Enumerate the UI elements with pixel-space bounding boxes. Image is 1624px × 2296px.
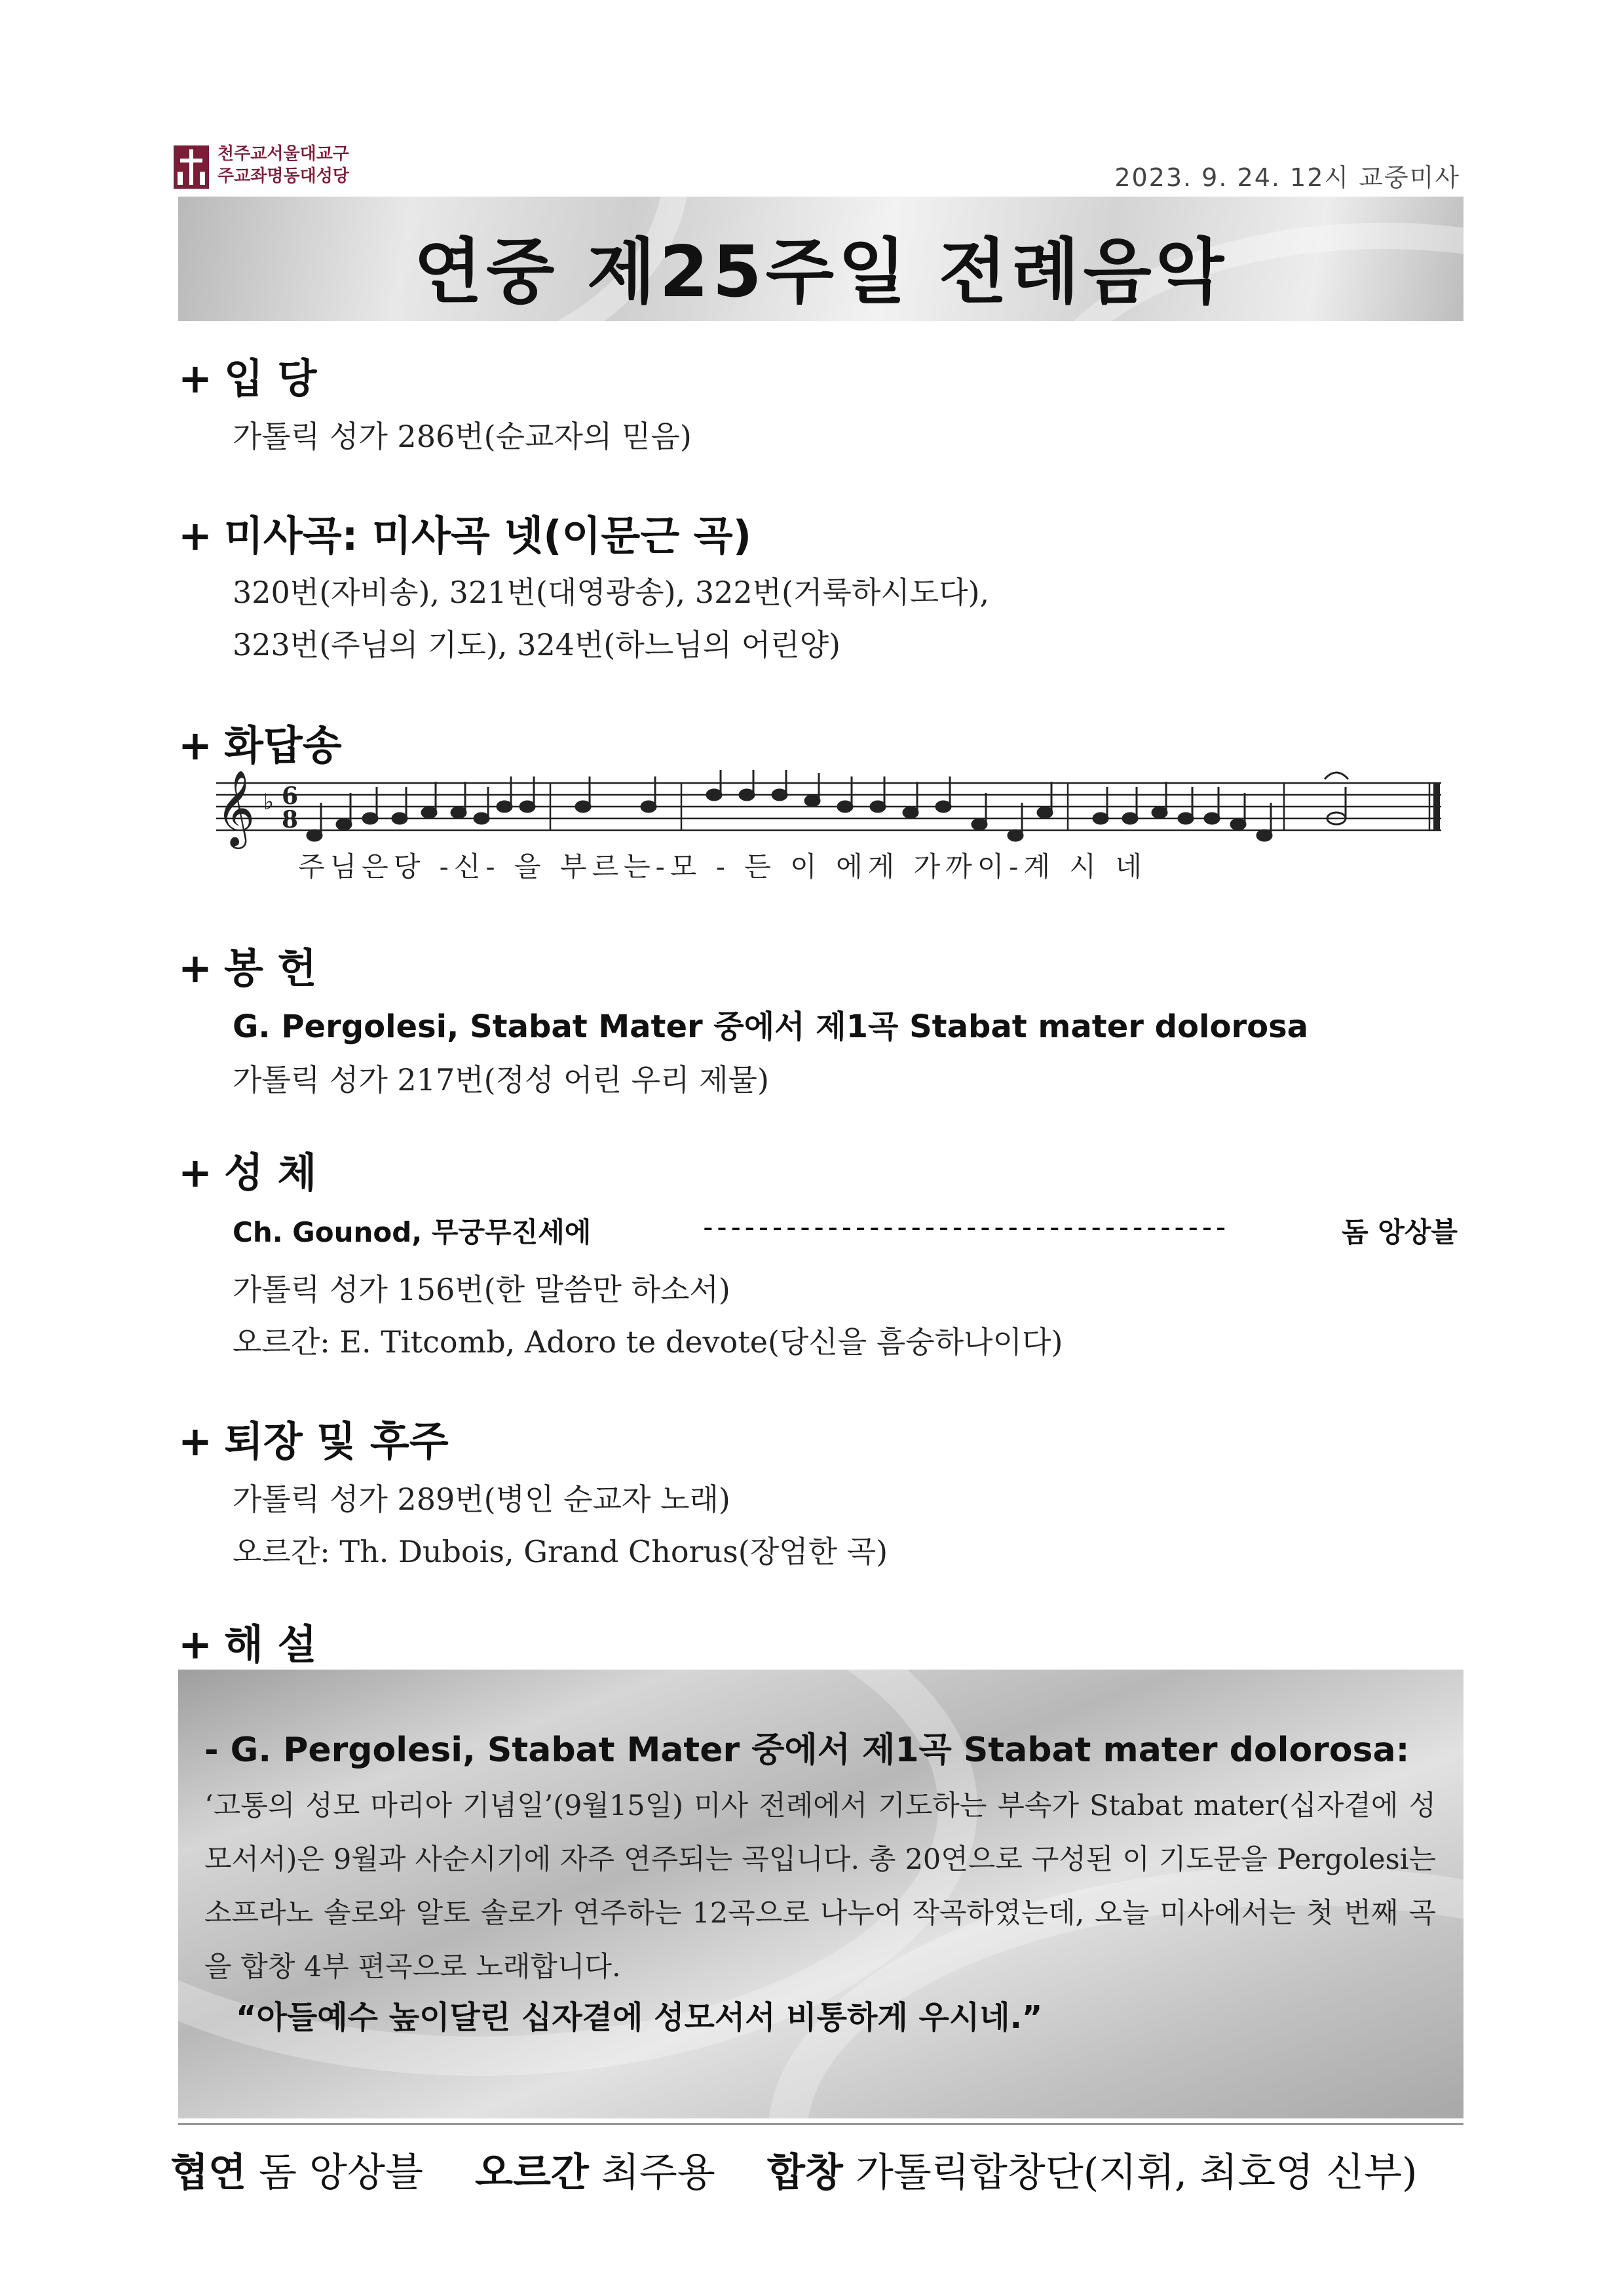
section-communion-title: [178, 1140, 316, 1198]
mass-date: 2023. 9. 24. 12시 교중미사: [1114, 163, 1460, 192]
logo-line1: 천주교서울대교구: [217, 144, 349, 164]
title-banner: [178, 197, 1463, 321]
logo-text: [217, 143, 349, 187]
section-label: 성 체: [224, 1149, 317, 1196]
entrance-hymn: 가톨릭 성가 286번(순교자의 믿음): [233, 419, 692, 454]
leader-dashes: --------------------------------------: [703, 1211, 1230, 1243]
logo-line2: 주교좌명동대성당: [217, 166, 349, 186]
section-label: 퇴장 및 후주: [224, 1417, 449, 1465]
footer-value-choir: 가톨릭합창단(지휘, 최호영 신부): [855, 2150, 1418, 2196]
plus-icon: +: [178, 1149, 212, 1196]
plus-icon: +: [178, 512, 212, 560]
mass-line-2: 323번(주님의 기도), 324번(하느님의 어린양): [233, 627, 840, 662]
section-label: 해 설: [224, 1620, 317, 1668]
communion-piece-row: [233, 1211, 1458, 1250]
recessional-organ: 오르간: Th. Dubois, Grand Chorus(장엄한 곡): [233, 1534, 888, 1569]
svg-text:𝄞: 𝄞: [216, 770, 255, 846]
plus-icon: +: [178, 1417, 212, 1465]
svg-text:8: 8: [282, 806, 299, 833]
section-label: 입 당: [224, 354, 317, 402]
offertory-hymn: 가톨릭 성가 217번(정성 어린 우리 제물): [233, 1062, 769, 1098]
footer-credits: [170, 2141, 1417, 2198]
page-title: 연중 제25주일 전례음악: [413, 231, 1228, 313]
commentary-heading: - G. Pergolesi, Stabat Mater 중에서 제1곡 Stabat mater dolorosa:: [204, 1731, 1410, 1770]
plus-icon: +: [178, 944, 212, 992]
section-entrance-title: [178, 346, 316, 404]
section-psalm-title: [178, 713, 342, 771]
offertory-piece: G. Pergolesi, Stabat Mater 중에서 제1곡 Stabat mater dolorosa: [233, 1008, 1309, 1045]
section-label: 화답송: [224, 721, 342, 769]
footer-divider: [178, 2123, 1463, 2125]
commentary-quote: “아들예수 높이달린 십자곁에 성모서서 비통하게 우시네.”: [236, 1999, 1043, 2036]
communion-organ: 오르간: E. Titcomb, Adoro te devote(당신을 흠숭하나이다): [233, 1324, 1063, 1360]
plus-icon: +: [178, 354, 212, 402]
footer-label-organ: 오르간: [475, 2150, 589, 2196]
footer-value-organ: 최주용: [601, 2150, 715, 2196]
section-recessional-title: [178, 1409, 449, 1467]
section-label: 미사곡: 미사곡 넷(이문근 곡): [224, 512, 752, 560]
communion-hymn: 가톨릭 성가 156번(한 말씀만 하소서): [233, 1272, 730, 1307]
svg-text:6: 6: [282, 782, 299, 810]
psalm-lyrics: 주님은당 -신- 을 부르는-모 - 든 이 에게 가까이-계 시 네: [298, 851, 1147, 883]
cathedral-logo-icon: [174, 145, 209, 189]
svg-text:♭: ♭: [263, 789, 274, 815]
commentary-paragraph: ‘고통의 성모 마리아 기념일’(9월15일) 미사 전례에서 기도하는 부속가 Stabat mater(십자곁에 성모서서)은 9월과 사순시기에 자주 연주되는 곡입니다. 총 20연으로 구성된 이 기도문을 Pergolesi는 소프라노 솔로와 알토 솔로가 연주하는 12곡으로 나누어 작곡하였는데, 오늘 미사에서는 첫 번째 곡을 합창 4부 편곡으로 노래합니다.: [204, 1789, 1436, 1983]
recessional-hymn: 가톨릭 성가 289번(병인 순교자 노래): [233, 1482, 730, 1517]
section-commentary-title: [178, 1612, 316, 1670]
footer-label-ensemble: 협연: [170, 2150, 246, 2196]
mass-line-1: 320번(자비송), 321번(대영광송), 322번(거룩하시도다),: [233, 575, 990, 610]
section-mass-title: [178, 503, 751, 562]
communion-piece: Ch. Gounod, 무궁무진세에: [233, 1216, 592, 1248]
plus-icon: +: [178, 721, 212, 769]
footer-value-ensemble: 돔 앙상블: [259, 2150, 423, 2196]
section-offertory-title: [178, 936, 316, 994]
communion-performer: 돔 앙상블: [1342, 1216, 1458, 1248]
footer-label-choir: 합창: [766, 2150, 843, 2196]
section-label: 봉 헌: [224, 944, 317, 992]
plus-icon: +: [178, 1620, 212, 1668]
